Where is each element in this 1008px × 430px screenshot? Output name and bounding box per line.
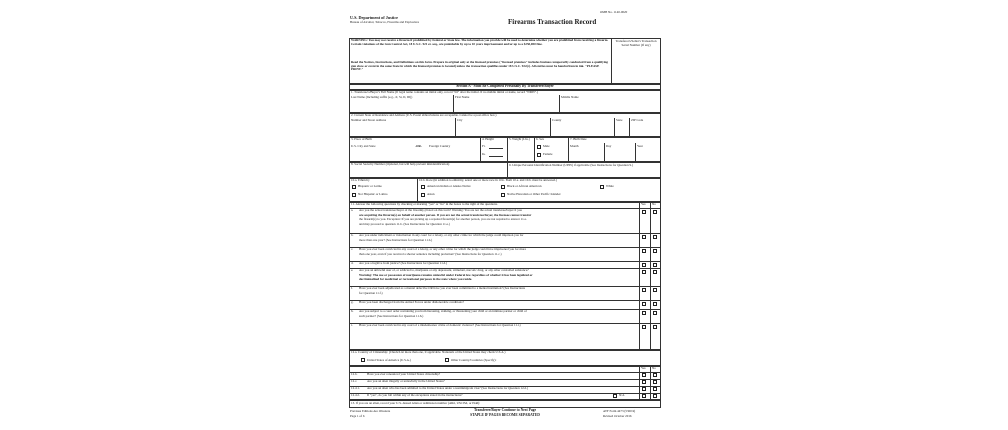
q11-item-text: Are you under indictment or information in any court for a felony, or any other crime for which the judge could imprison you for <box>359 233 524 237</box>
q11-yes-checkbox[interactable] <box>642 270 646 274</box>
q11-item-text: than one year, even if you received a shorter sentence including probation? (See Instructions for Question 11.c.) <box>359 251 502 256</box>
q12b-number: 12.b. <box>351 372 358 376</box>
q10a-hispanic: Hispanic or Latino <box>358 184 382 188</box>
q11-item-letter: c. <box>351 247 354 251</box>
footer-continue: Transferee/Buyer Continue to Next Page <box>473 408 537 412</box>
q12-no-header: No <box>652 366 656 370</box>
q10b-label: 10.b. Race (In addition to ethnicity, select one or more race in 10.b. Both 10.a. and 10.b. must be answered.) <box>419 178 557 182</box>
q4-ft[interactable]: Ft. <box>482 144 486 148</box>
q11-item-text: Are you an unlawful user of, or addicted to, marijuana or any depressant, stimulant, narcotic drug, or any other controlled substance? <box>359 268 529 272</box>
q12c-no-checkbox[interactable] <box>653 380 657 384</box>
q11-no-checkbox[interactable] <box>653 235 657 239</box>
q11-item-text: Warning: The use or possession of marijuana remains unlawful under Federal law regardless of whether it has been legalized or <box>359 272 533 277</box>
bureau-name: Bureau of Alcohol, Tobacco, Firearms and Explosives <box>350 20 419 24</box>
q10a-not-hispanic: Not Hispanic or Latino <box>358 192 388 196</box>
q2-label: 2. Current State of Residence and Address (U.S. Postal abbreviations are acceptable. Cannot be a post office box.) <box>351 113 497 117</box>
q12b-text: Have you ever renounced your United States citizenship? <box>367 372 441 376</box>
q11-yes-checkbox[interactable] <box>642 311 646 315</box>
form-title: Firearms Transaction Record <box>508 18 597 26</box>
q12c-text: Are you an alien illegally or unlawfully in the United States? <box>367 379 445 383</box>
q11-yes-checkbox[interactable] <box>642 249 646 253</box>
q1-label: 1. Transferee's/Buyer's Full Name (If legal name contains an initial only, record "IO" after the initial. If no middle initial or name, record "NMN".) <box>351 90 538 94</box>
q11-no-checkbox[interactable] <box>653 288 657 292</box>
q12-yes-header: Yes <box>641 366 646 370</box>
q12a-label: 12.a. Country of Citizenship: (Check/List more than one, if applicable. Nationals of the United States may check U.S.A.) <box>351 350 506 354</box>
q11-item-letter: d. <box>351 261 354 265</box>
q4-label: 4. Height <box>482 137 494 141</box>
q2-city[interactable]: City <box>457 118 463 122</box>
warning-text: WARNING: You may not receive a firearm if prohibited by Federal or State law. The information you provide will be used to determine whether you are prohibited from receiving a firearm. Certain violations of the Gun Control Act, 18 U.S.C. 921 et. seq., are punishable by up to 10 years imprisonment and/or up to a $250,000 fine. <box>351 38 609 46</box>
q11-item-letter: i. <box>351 323 353 327</box>
q10a-label: 10.a. Ethnicity <box>351 178 370 182</box>
q11-item-text: Have you been discharged from the Armed Forces under dishonorable conditions? <box>359 300 464 304</box>
q12a-other: Other Country/Countries (Specify): <box>451 358 497 362</box>
q12b-no-checkbox[interactable] <box>653 373 657 377</box>
q10a-not-hispanic-checkbox[interactable] <box>352 193 356 197</box>
q10b-amerindian-checkbox[interactable] <box>421 185 425 189</box>
q11-item-text: Have you ever been adjudicated as a mental defective OR have you ever been committed to a mental institution? (See Instructions <box>359 286 526 290</box>
q3-q7-box <box>349 137 661 162</box>
q12d2-na: N/A <box>619 393 625 397</box>
q11-item-text: Have you ever been convicted in any court of a misdemeanor crime of domestic violence? (See Instructions for Question 11.i.) <box>359 323 521 327</box>
q6-male: Male <box>543 144 550 148</box>
q11-item-letter: h. <box>351 309 354 313</box>
q2-zip[interactable]: ZIP Code <box>631 118 644 122</box>
q11-item-text: more than one year? (See Instructions for Question 11.b.) <box>359 237 433 242</box>
q11-no-checkbox[interactable] <box>653 270 657 274</box>
q11-yes-checkbox[interactable] <box>642 263 646 267</box>
q12a-other-checkbox[interactable] <box>445 358 449 362</box>
q11-item-text: such partner? (See Instructions for Question 11.h.) <box>359 313 424 318</box>
q12c-number: 12.c. <box>351 379 358 383</box>
q11-intro: 11. Answer the following questions by checking or marking "yes" or "no" in the boxes to the right of the questions. <box>351 202 498 206</box>
q2-state[interactable]: State <box>616 118 623 122</box>
q11-item-text: Are you the actual transferee/buyer of the firearm(s) listed on this form? Warning: You are not the actual transferee/buyer if you <box>359 208 522 212</box>
q12d2-no-checkbox[interactable] <box>653 394 657 398</box>
q11-no-checkbox[interactable] <box>653 249 657 253</box>
q11-item-text: the firearm(s) to you. Exception: If you are picking up a repaired firearm(s) for another person, you are not required to answer 11.a. <box>359 217 527 222</box>
q10b-black: Black or African American <box>507 184 542 188</box>
q11-yes-checkbox[interactable] <box>642 325 646 329</box>
q11-item-text: decriminalized for medicinal or recreational purposes in the state where you reside. <box>359 277 473 282</box>
q12d2-yes-checkbox[interactable] <box>642 394 646 398</box>
footer-page-number: Page 1 of 6 <box>350 414 365 418</box>
q10b-asian: Asian <box>427 192 435 196</box>
q3-or: -OR- <box>415 144 422 148</box>
q10a-hispanic-checkbox[interactable] <box>352 185 356 189</box>
q11-no-checkbox[interactable] <box>653 210 657 214</box>
q12d2-na-checkbox[interactable] <box>613 394 617 398</box>
q6-male-checkbox[interactable] <box>537 145 541 149</box>
q10b-white: White <box>606 184 614 188</box>
q7-day[interactable]: Day <box>606 144 612 148</box>
q3-label: 3. Place of Birth <box>351 137 372 141</box>
q11-item-letter: e. <box>351 268 354 272</box>
q11-yes-checkbox[interactable] <box>642 235 646 239</box>
q4-in[interactable]: In. <box>482 152 486 156</box>
q12d2-text: If "yes", do you fall within any of the exceptions stated in the instructions? <box>367 393 463 397</box>
q5-label[interactable]: 5. Weight (Lbs.) <box>509 137 530 141</box>
q11-yes-checkbox[interactable] <box>642 210 646 214</box>
q12c-yes-checkbox[interactable] <box>642 380 646 384</box>
q10b-black-checkbox[interactable] <box>501 185 505 189</box>
q11-item-text: Are you a fugitive from justice? (See Instructions for Question 11.d.) <box>359 261 448 265</box>
q11-item-letter: f. <box>351 286 353 290</box>
q6-label: 6. Sex <box>536 137 544 141</box>
q3-us-city[interactable]: U.S. City and State <box>351 144 376 148</box>
q7-label: 7. Birth Date <box>570 137 587 141</box>
q11-item-letter: g. <box>351 300 354 304</box>
q1-middle-name[interactable]: Middle Name <box>561 95 579 99</box>
q11-item-text: are acquiring the firearm(s) on behalf of another person. If you are not the actual transferee/buyer, the licensee cannot transfer <box>359 212 532 217</box>
q11-item-text: for Question 11.f.) <box>359 290 383 295</box>
section-a-title: Section A - Must Be Completed Personally By Transferee/Buyer <box>456 84 554 88</box>
q1-first-name[interactable]: First Name <box>455 95 470 99</box>
q8-label[interactable]: 8. Social Security Number (Optional, but will help prevent misidentification) <box>351 162 450 166</box>
q12a-usa: United States of America (U.S.A.) <box>367 358 411 362</box>
footer-form-number: ATF Form 4473 (5300.9) <box>603 409 636 413</box>
footer-previous: Previous Editions Are Obsolete <box>350 409 391 413</box>
q11-item-letter: b. <box>351 233 354 237</box>
q10b-hawaiian: Native Hawaiian or Other Pacific Islander <box>507 192 561 196</box>
q6-female: Female <box>543 152 553 156</box>
q11-item-letter: a. <box>351 208 354 212</box>
q10b-white-checkbox[interactable] <box>600 185 604 189</box>
instructions-text: Read the Notices, Instructions, and Definitions on this form. Prepare in original only at the licensed premises ("licensed premises" includes business temporarily conducted from a qualifying gun show or event in the same State in which the licensed premises is located) unless the transaction qualifies under 18 U.S.C. 922(c). All entries must be handwritten in ink. "PLEASE PRINT." <box>351 60 609 72</box>
footer-revised: Revised October 2016 <box>603 414 632 418</box>
q11-item-text: and may proceed to question 11.b. (See Instructions for Question 11.a.) <box>359 221 450 226</box>
q12d1-yes-checkbox[interactable] <box>642 387 646 391</box>
q6-female-checkbox[interactable] <box>537 153 541 157</box>
q11-no-header: No <box>652 202 656 206</box>
omb-number: OMB No. 1140-0020 <box>600 10 628 14</box>
q11-no-checkbox[interactable] <box>653 302 657 306</box>
q10b-hawaiian-checkbox[interactable] <box>501 193 505 197</box>
q12d1-text: Are you an alien who has been admitted to the United States under a nonimmigrant visa? (See Instructions for Question 12.d.) <box>367 386 528 390</box>
q7-month[interactable]: Month <box>570 144 579 148</box>
q11-item-text: Have you ever been convicted in any court of a felony, or any other crime for which the judge could have imprisoned you for more <box>359 247 526 251</box>
q7-year[interactable]: Year <box>637 144 643 148</box>
q12b-yes-checkbox[interactable] <box>642 373 646 377</box>
q12a-usa-checkbox[interactable] <box>361 358 365 362</box>
q10b-asian-checkbox[interactable] <box>421 193 425 197</box>
q11-yes-checkbox[interactable] <box>642 302 646 306</box>
q1-last-name[interactable]: Last Name (Including suffix (e.g., Jr, Sr, II, III)) <box>351 95 413 99</box>
q11-item-text: Are you subject to a court order restraining you from harassing, stalking, or threatening your child or an intimate partner or child of <box>359 309 527 313</box>
q11-no-checkbox[interactable] <box>653 263 657 267</box>
q11-no-checkbox[interactable] <box>653 325 657 329</box>
q9-label[interactable]: 9. Unique Personal Identification Number (UPIN) if applicable (See Instructions for Question 9.) <box>509 163 633 167</box>
q12d1-number: 12.d.1. <box>351 386 360 390</box>
department-name: U.S. Department of Justice <box>350 15 399 20</box>
q3-foreign[interactable]: Foreign Country <box>429 144 451 148</box>
form-page <box>345 8 665 422</box>
q11-no-checkbox[interactable] <box>653 311 657 315</box>
q11-yes-header: Yes <box>641 202 646 206</box>
footer-staple: STAPLE IF PAGES BECOME SEPARATED <box>470 413 540 417</box>
serial-number-label[interactable]: Transferor's/Seller's Transaction Serial Number (If any) <box>615 39 657 47</box>
q13-label[interactable]: 13. If you are an alien, record your U.S.-Issued Alien or Admission number (AR#, USCIS#, or I94#): <box>351 401 481 405</box>
q11-yes-checkbox[interactable] <box>642 288 646 292</box>
q10b-amerindian: American Indian or Alaska Native <box>427 184 471 188</box>
q2-street[interactable]: Number and Street Address <box>351 118 387 122</box>
q12d1-no-checkbox[interactable] <box>653 387 657 391</box>
q2-county[interactable]: County <box>552 118 562 122</box>
q12d2-number: 12.d.2. <box>351 393 360 397</box>
